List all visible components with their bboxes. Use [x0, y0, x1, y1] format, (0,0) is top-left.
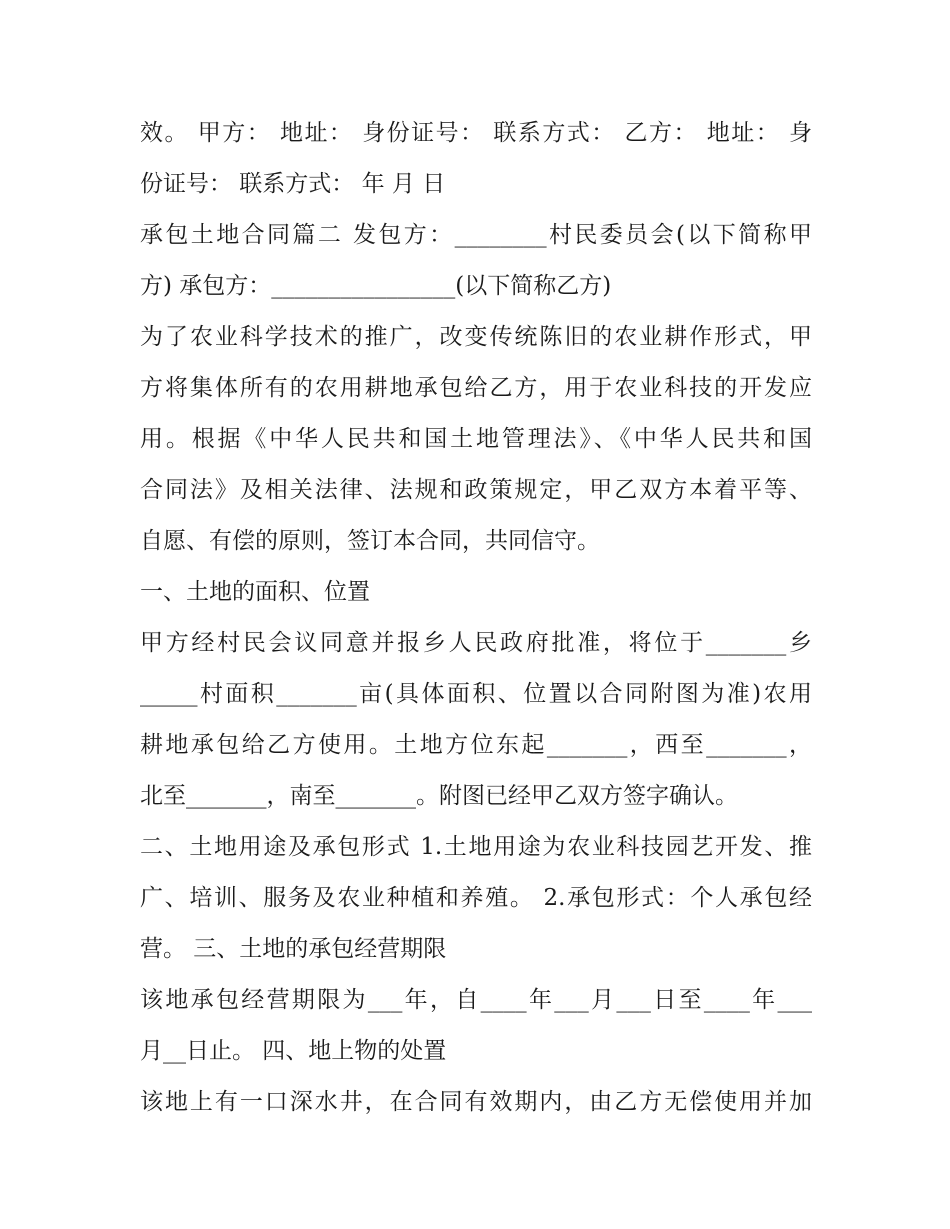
text-line: 二、土地用途及承包形式 1.土地用途为农业科技园艺开发、推 — [140, 834, 812, 860]
text-line: 份证号： 联系方式： 年 月 日 — [140, 171, 446, 197]
text-line: 效。 甲方： 地址： 身份证号： 联系方式： 乙方： 地址： 身 — [140, 120, 812, 146]
text-line: 营。 三、土地的承包经营期限 — [140, 936, 447, 962]
text-line: 甲方经村民会议同意并报乡人民政府批准，将位于_______乡 — [140, 630, 812, 656]
text-line: 为了农业科学技术的推广，改变传统陈旧的农业耕作形式，甲 — [140, 324, 812, 350]
contract-text — [140, 108, 812, 1128]
text-line: 月__日止。 四、地上物的处置 — [140, 1038, 447, 1064]
text-line: 合同法》及相关法律、法规和政策规定，甲乙双方本着平等、 — [140, 477, 812, 503]
text-line: 自愿、有偿的原则，签订本合同，共同信守。 — [140, 528, 600, 554]
text-line: 该地承包经营期限为___年，自____年___月___日至____年___ — [140, 987, 812, 1013]
section-heading: 一、土地的面积、位置 — [140, 579, 370, 605]
text-line: 承包土地合同篇二 发包方：________村民委员会(以下简称甲 — [140, 222, 812, 248]
text-line: 该地上有一口深水井，在合同有效期内，由乙方无偿使用并加 — [140, 1089, 812, 1115]
text-line: 北至_______，南至_______。附图已经甲乙双方签字确认。 — [140, 783, 738, 809]
text-line: 方将集体所有的农用耕地承包给乙方，用于农业科技的开发应 — [140, 375, 812, 401]
text-line: 耕地承包给乙方使用。土地方位东起_______，西至_______， — [140, 732, 812, 758]
text-line: _____村面积_______亩(具体面积、位置以合同附图为准)农用 — [140, 681, 812, 707]
text-line: 方) 承包方：________________(以下简称乙方) — [140, 273, 612, 299]
text-line: 用。根据《中华人民共和国土地管理法》、《中华人民共和国 — [140, 426, 812, 452]
text-line: 广、培训、服务及农业种植和养殖。 2.承包形式：个人承包经 — [140, 885, 812, 911]
